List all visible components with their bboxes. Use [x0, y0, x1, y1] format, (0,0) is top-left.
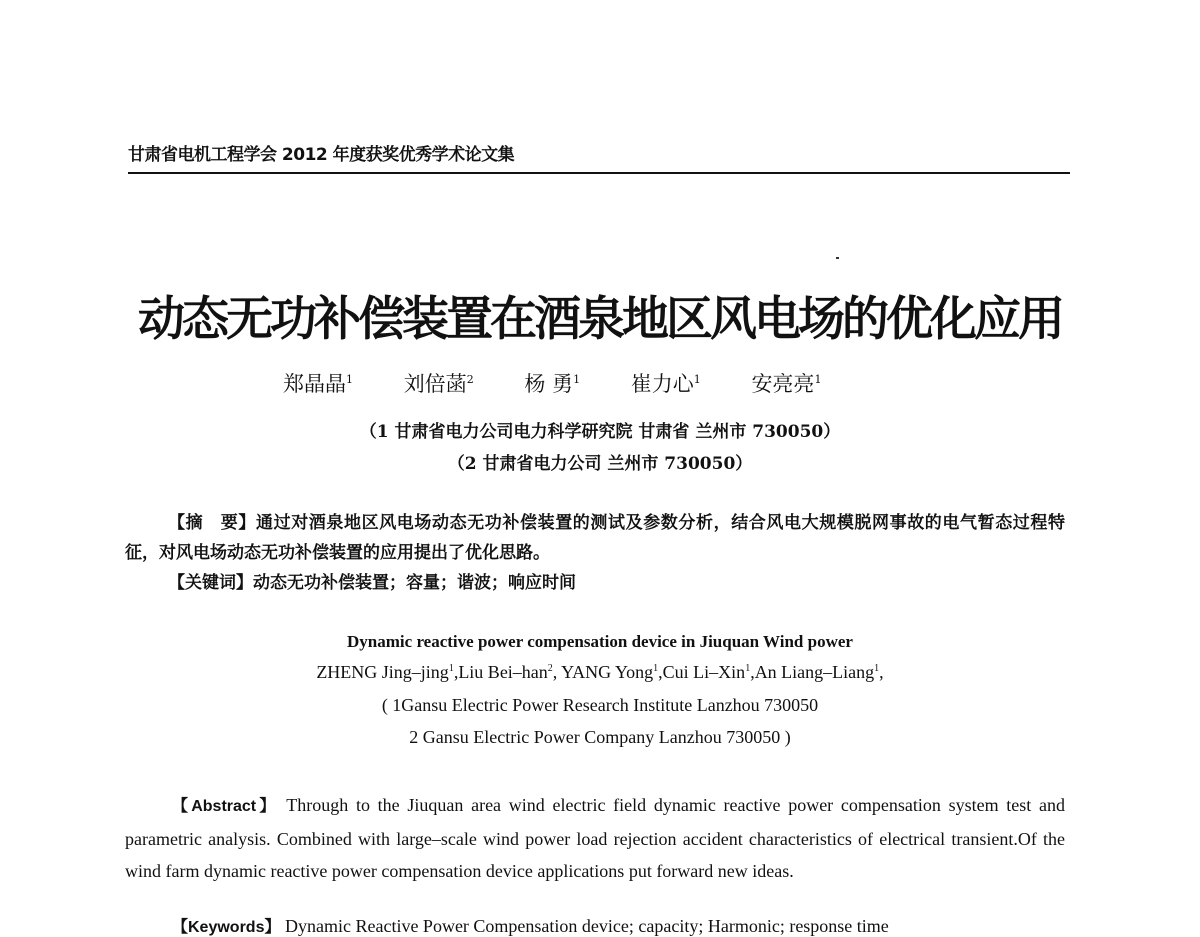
author-name: ZHENG Jing–jing	[316, 662, 449, 682]
keywords-text-english: Dynamic Reactive Power Compensation device; capacity; Harmonic; response time	[284, 916, 889, 936]
author-affiliation-mark: 2	[466, 373, 474, 386]
author-affiliation-mark: 1	[653, 663, 659, 674]
author-list-chinese	[283, 368, 865, 398]
author-chinese	[283, 368, 353, 398]
author-affiliation-mark: 1	[814, 373, 822, 386]
keywords-english	[172, 914, 889, 937]
author-chinese	[524, 368, 580, 398]
author-name: Cui Li–Xin	[662, 662, 746, 682]
affiliation-chinese-2: （2 甘肃省电力公司 兰州市 730050）	[447, 454, 753, 474]
affiliation-english-1: ( 1Gansu Electric Power Research Institute Lanzhou 730050	[381, 695, 819, 715]
abstract-label-english: 【Abstract】	[172, 798, 279, 815]
author-name: YANG Yong	[561, 662, 654, 682]
author-english: Cui Li–Xin$^1$,	[662, 662, 755, 682]
author-list-english	[0, 662, 1200, 683]
scan-speck	[836, 257, 839, 259]
author-english: Liu Bei–han$^2$,	[458, 662, 562, 682]
header-rule	[128, 172, 1070, 174]
author-name: Liu Bei–han	[458, 662, 548, 682]
paper-title-english: Dynamic reactive power compensation device in Jiuquan Wind power	[347, 632, 853, 651]
abstract-label-chinese: 【摘 要】	[168, 513, 256, 533]
author-affiliation-mark: 1	[745, 663, 751, 674]
author-chinese	[751, 368, 821, 398]
author-english: YANG Yong$^1$,	[561, 662, 663, 682]
author-chinese	[631, 368, 701, 398]
keywords-chinese	[168, 568, 576, 593]
author-affiliation-mark: 2	[547, 663, 553, 674]
author-name: An Liang–Liang	[754, 662, 875, 682]
paper-title-chinese: 动态无功补偿装置在酒泉地区风电场的优化应用	[138, 292, 1062, 347]
keywords-label-english: 【Keywords】	[172, 919, 281, 936]
abstract-text-english: Through to the Jiuquan area wind electric field dynamic reactive power compensation system test and parametric analysis. Combined with large–scale wind power load rejection accident characteristics of electrical transient.Of the wind farm dynamic reactive power compensation device applications put forward new ideas.	[125, 795, 1065, 881]
keywords-label-chinese: 【关键词】	[168, 573, 253, 593]
author-name: 杨 勇	[524, 372, 574, 396]
author-affiliation-mark: 1	[573, 373, 581, 386]
running-header: 甘肃省电机工程学会 2012 年度获奖优秀学术论文集	[128, 145, 515, 165]
affiliation-chinese-1: （1 甘肃省电力公司电力科学研究院 甘肃省 兰州市 730050）	[359, 422, 841, 442]
author-name: 安亮亮	[751, 372, 815, 396]
author-english: An Liang–Liang$^1$,	[754, 662, 884, 682]
author-affiliation-mark: 1	[693, 373, 701, 386]
author-affiliation-mark: 1	[448, 663, 454, 674]
abstract-text-chinese: 通过对酒泉地区风电场动态无功补偿装置的测试及参数分析，结合风电大规模脱网事故的电气暂态过程特征，对风电场动态无功补偿装置的应用提出了优化思路。	[125, 513, 1065, 563]
affiliation-english-2: 2 Gansu Electric Power Company Lanzhou 730050 )	[409, 727, 791, 747]
author-english: ZHENG Jing–jing$^1$,	[316, 662, 459, 682]
author-affiliation-mark: 1	[874, 663, 880, 674]
author-affiliation-mark: 1	[346, 373, 353, 386]
author-chinese	[404, 368, 474, 398]
keywords-text-chinese: 动态无功补偿装置；容量；谐波；响应时间	[253, 573, 576, 593]
author-name: 崔力心	[630, 372, 694, 396]
author-name: 刘倍菡	[403, 372, 467, 396]
abstract-english	[125, 789, 1065, 887]
author-name: 郑晶晶	[283, 372, 346, 396]
abstract-chinese	[125, 508, 1065, 568]
